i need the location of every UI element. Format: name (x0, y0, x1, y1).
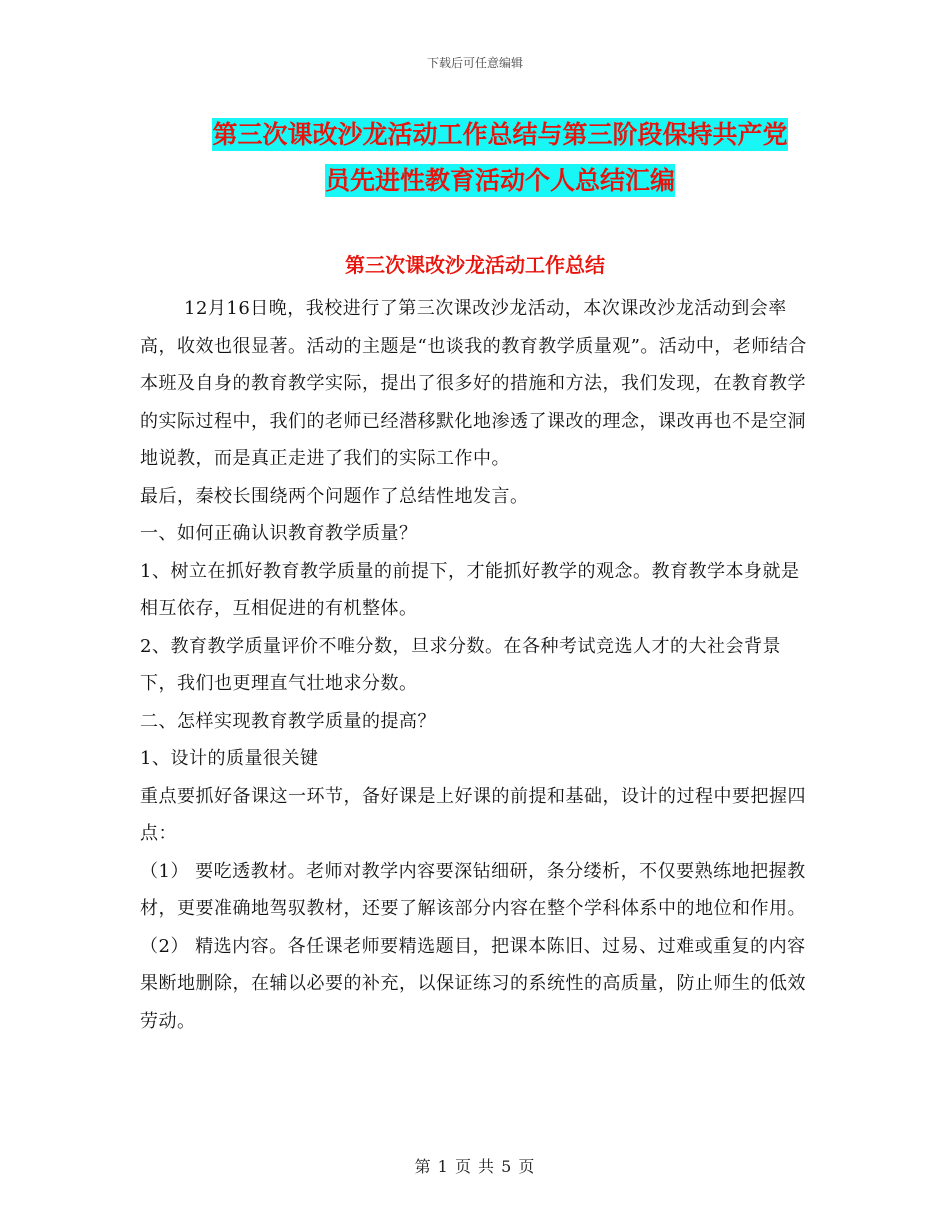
paragraph: 最后，秦校长围绕两个问题作了总结性地发言。 (140, 485, 529, 507)
document-title (150, 112, 850, 204)
page-header-note: 下载后可任意编辑 (426, 56, 523, 70)
paragraph: （2） 精选内容。各任课老师要精选题目，把课本陈旧、过易、过难或重复的内容果断地删除，在辅以必要的补充，以保证练习的系统性的高质量，防止师生的低效劳动。 (140, 935, 806, 1032)
paragraph: 重点要抓好备课这一环节，备好课是上好课的前提和基础，设计的过程中要把握四点： (140, 785, 806, 844)
document-title-line-1: 第三次课改沙龙活动工作总结与第三阶段保持共产党 (212, 120, 788, 149)
paragraph: 1、树立在抓好教育教学质量的前提下，才能抓好教学的观念。教育教学本身就是相互依存，互相促进的有机整体。 (140, 560, 800, 619)
body-text (140, 290, 812, 1040)
heading-2: 二、怎样实现教育教学质量的提高？ (140, 710, 436, 732)
section-title: 第三次课改沙龙活动工作总结 (345, 253, 605, 277)
document-title-line-2: 员先进性教育活动个人总结汇编 (324, 166, 675, 195)
paragraph: （1） 要吃透教材。老师对教学内容要深钻细研，条分缕析，不仅要熟练地把握教材，更要准确地驾驭教材，还要了解该部分内容在整个学科体系中的地位和作用。 (140, 860, 806, 919)
paragraph: 2、教育教学质量评价不唯分数，旦求分数。在各种考试竞选人才的大社会背景下，我们也更理直气壮地求分数。 (140, 635, 781, 694)
paragraph: 12月16日晚，我校进行了第三次课改沙龙活动，本次课改沙龙活动到会率高，收效也很显著。活动的主题是“也谈我的教育教学质量观”。活动中，老师结合本班及自身的教育教学实际，提出了很多好的措施和方法，我们发现，在教育教学的实际过程中，我们的老师已经潜移默化地渗透了课改的理念，课改再也不是空洞地说教，而是真正走进了我们的实际工作中。 (140, 298, 807, 469)
heading-1: 一、如何正确认识教育教学质量？ (140, 523, 418, 544)
page-footer: 第 1 页 共 5 页 (414, 1157, 536, 1176)
paragraph: 1、设计的质量很关键 (140, 748, 319, 769)
